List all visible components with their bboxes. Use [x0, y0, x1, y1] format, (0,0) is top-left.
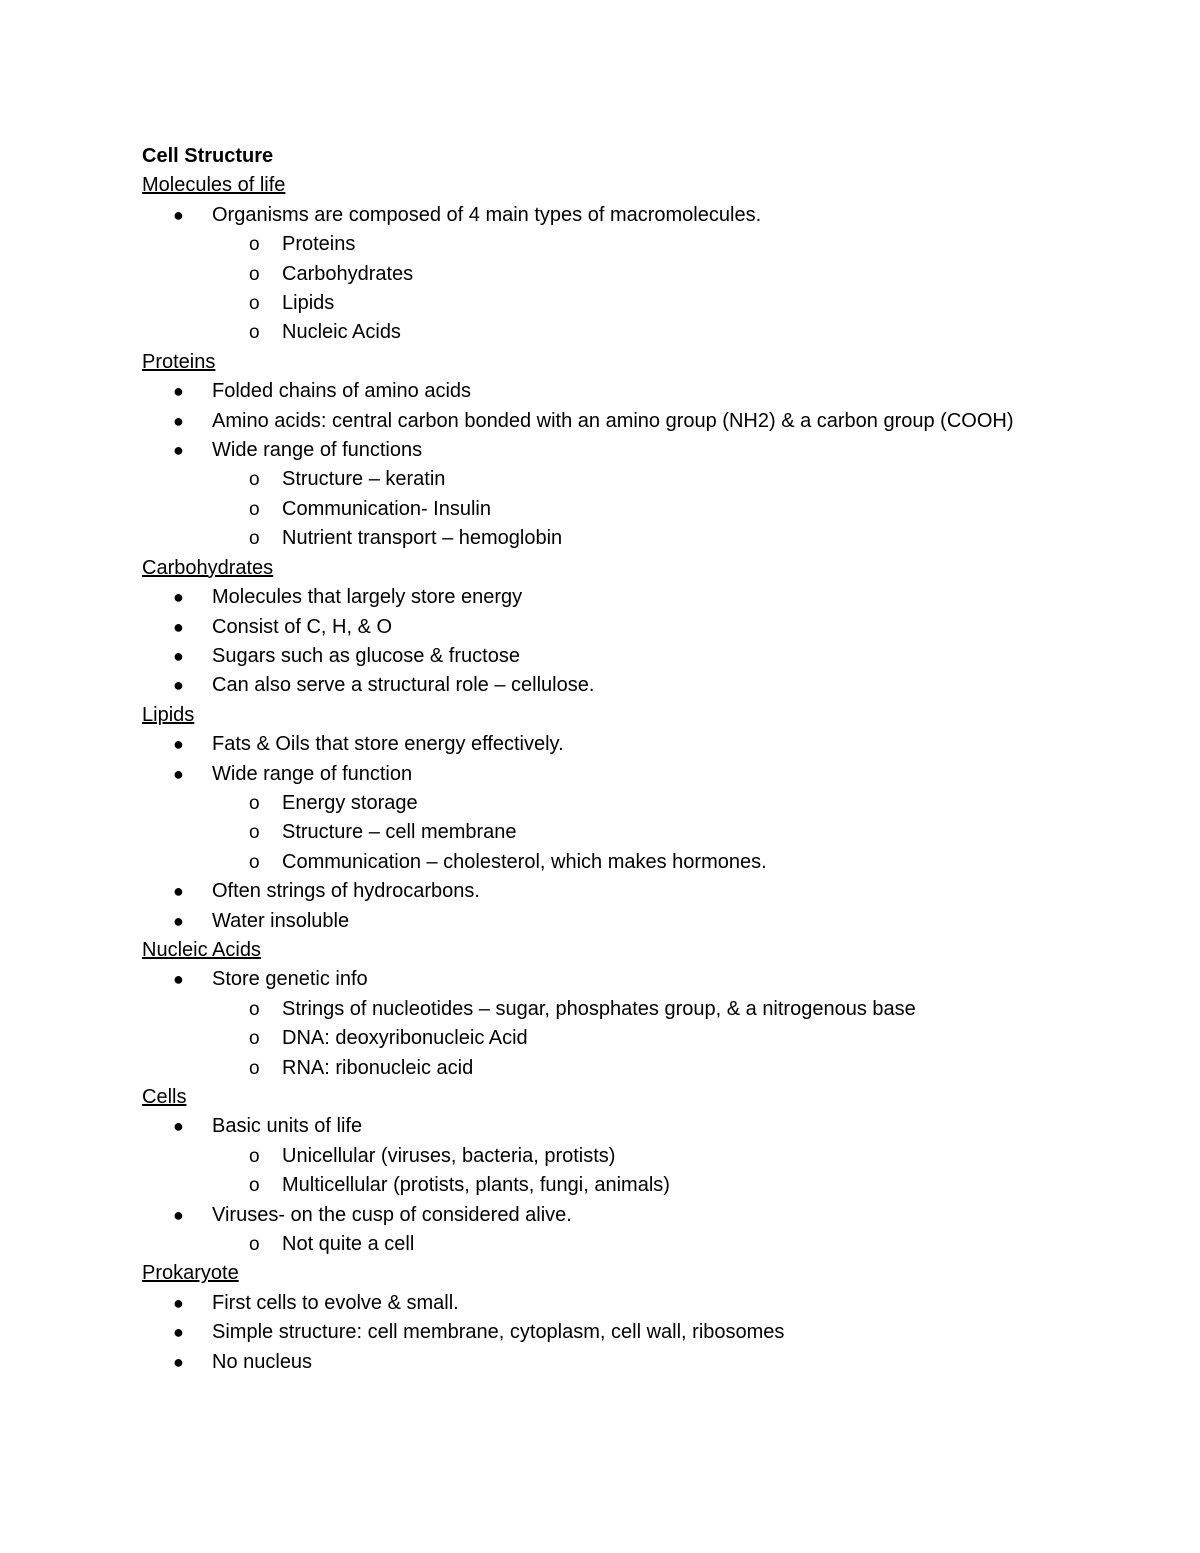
bullet-dot-icon: ● [173, 1351, 184, 1372]
bullet-item [142, 1112, 1102, 1141]
sub-bullet-circle-icon: o [249, 469, 260, 491]
document-body [142, 171, 1102, 1377]
bullet-dot-icon: ● [173, 616, 184, 637]
item-text: Can also serve a structural role – cellulose. [212, 674, 595, 697]
bullet-dot-icon: ● [173, 969, 184, 990]
section-heading: Molecules of life [142, 174, 286, 197]
bullet-dot-icon: ● [173, 204, 184, 225]
bullet-item [142, 965, 1102, 994]
sub-bullet-circle-icon: o [249, 1234, 260, 1256]
sub-bullet-item [142, 1230, 1102, 1259]
sub-bullet-item [142, 495, 1102, 524]
section-heading: Cells [142, 1086, 187, 1108]
bullet-dot-icon: ● [173, 1116, 184, 1137]
item-text: Store genetic info [212, 968, 368, 991]
item-text: Often strings of hydrocarbons. [212, 880, 480, 903]
bullet-dot-icon: ● [173, 1322, 184, 1343]
sub-bullet-circle-icon: o [249, 1145, 260, 1167]
sub-bullet-circle-icon: o [249, 792, 260, 814]
item-text: RNA: ribonucleic acid [282, 1056, 474, 1079]
bullet-item [142, 1318, 1102, 1347]
sub-bullet-item [142, 1024, 1102, 1053]
document-page [142, 142, 1102, 1377]
sub-bullet-circle-icon: o [249, 1057, 260, 1079]
item-text: Folded chains of amino acids [212, 380, 472, 403]
item-text: First cells to evolve & small. [212, 1291, 459, 1314]
sub-bullet-item [142, 818, 1102, 847]
item-text: Nutrient transport – hemoglobin [282, 527, 563, 550]
item-text: Communication- Insulin [282, 497, 491, 520]
sub-bullet-circle-icon: o [249, 1175, 260, 1197]
sub-bullet-circle-icon: o [249, 998, 260, 1020]
bullet-item [142, 436, 1102, 465]
item-text: Molecules that largely store energy [212, 586, 523, 609]
item-text: Carbohydrates [282, 262, 414, 285]
item-text: Consist of C, H, & O [212, 615, 393, 638]
section-heading: Proteins [142, 350, 216, 373]
bullet-dot-icon: ● [173, 440, 184, 461]
item-text: Unicellular (viruses, bacteria, protists) [282, 1144, 616, 1167]
item-text: No nucleus [212, 1350, 313, 1373]
bullet-dot-icon: ● [173, 381, 184, 402]
sub-bullet-circle-icon: o [249, 1028, 260, 1050]
bullet-dot-icon: ● [173, 763, 184, 784]
item-text: Viruses- on the cusp of considered alive. [212, 1203, 572, 1226]
sub-bullet-item [142, 230, 1102, 259]
sub-bullet-item [142, 1171, 1102, 1200]
sub-bullet-item [142, 524, 1102, 553]
bullet-dot-icon: ● [173, 734, 184, 755]
sub-bullet-item [142, 465, 1102, 494]
sub-bullet-circle-icon: o [249, 322, 260, 344]
bullet-item [142, 377, 1102, 406]
bullet-dot-icon: ● [173, 1204, 184, 1225]
item-text: Wide range of functions [212, 439, 423, 462]
sub-bullet-circle-icon: o [249, 528, 260, 550]
sub-bullet-circle-icon: o [249, 851, 260, 873]
sub-bullet-item [142, 789, 1102, 818]
bullet-dot-icon: ● [173, 587, 184, 608]
sub-bullet-circle-icon: o [249, 263, 260, 285]
item-text: DNA: deoxyribonucleic Acid [282, 1027, 528, 1050]
section-heading: Prokaryote [142, 1262, 239, 1285]
item-text: Simple structure: cell membrane, cytoplasm, cell wall, ribosomes [212, 1321, 785, 1344]
section-heading: Lipids [142, 703, 195, 726]
bullet-item [142, 730, 1102, 759]
sub-bullet-item [142, 289, 1102, 318]
item-text: Organisms are composed of 4 main types of macromolecules. [212, 203, 762, 226]
bullet-dot-icon: ● [173, 1292, 184, 1313]
item-text: Fats & Oils that store energy effectively. [212, 733, 564, 756]
sub-bullet-item [142, 260, 1102, 289]
bullet-item [142, 671, 1102, 700]
item-text: Strings of nucleotides – sugar, phosphates group, & a nitrogenous base [282, 997, 916, 1020]
item-text: Basic units of life [212, 1115, 363, 1138]
bullet-item [142, 407, 1102, 436]
bullet-dot-icon: ● [173, 675, 184, 696]
bullet-item [142, 907, 1102, 936]
sub-bullet-item [142, 1054, 1102, 1083]
sub-bullet-circle-icon: o [249, 498, 260, 520]
item-text: Not quite a cell [282, 1233, 415, 1256]
item-text: Water insoluble [212, 909, 350, 932]
bullet-item [142, 1289, 1102, 1318]
sub-bullet-item [142, 995, 1102, 1024]
sub-bullet-item [142, 1142, 1102, 1171]
bullet-item [142, 760, 1102, 789]
item-text: Wide range of function [212, 762, 413, 785]
section-heading: Nucleic Acids [142, 938, 261, 961]
item-text: Structure – keratin [282, 468, 446, 491]
bullet-dot-icon: ● [173, 645, 184, 666]
item-text: Communication – cholesterol, which makes hormones. [282, 850, 767, 873]
bullet-dot-icon: ● [173, 881, 184, 902]
item-text: Energy storage [282, 791, 418, 814]
section-heading: Carbohydrates [142, 556, 274, 579]
item-text: Proteins [282, 233, 356, 256]
bullet-dot-icon: ● [173, 910, 184, 931]
sub-bullet-circle-icon: o [249, 822, 260, 844]
bullet-dot-icon: ● [173, 410, 184, 431]
document-title: Cell Structure [142, 145, 274, 167]
sub-bullet-circle-icon: o [249, 293, 260, 315]
item-text: Multicellular (protists, plants, fungi, animals) [282, 1174, 670, 1197]
sub-bullet-item [142, 848, 1102, 877]
item-text: Amino acids: central carbon bonded with an amino group (NH2) & a carbon group (COOH) [212, 409, 1014, 432]
item-text: Structure – cell membrane [282, 821, 517, 844]
sub-bullet-circle-icon: o [249, 234, 260, 256]
bullet-item [142, 613, 1102, 642]
bullet-item [142, 877, 1102, 906]
bullet-item [142, 642, 1102, 671]
item-text: Nucleic Acids [282, 321, 401, 344]
item-text: Sugars such as glucose & fructose [212, 644, 520, 667]
bullet-item [142, 583, 1102, 612]
bullet-item [142, 201, 1102, 230]
bullet-item [142, 1201, 1102, 1230]
item-text: Lipids [282, 292, 335, 315]
bullet-item [142, 1348, 1102, 1377]
sub-bullet-item [142, 318, 1102, 347]
